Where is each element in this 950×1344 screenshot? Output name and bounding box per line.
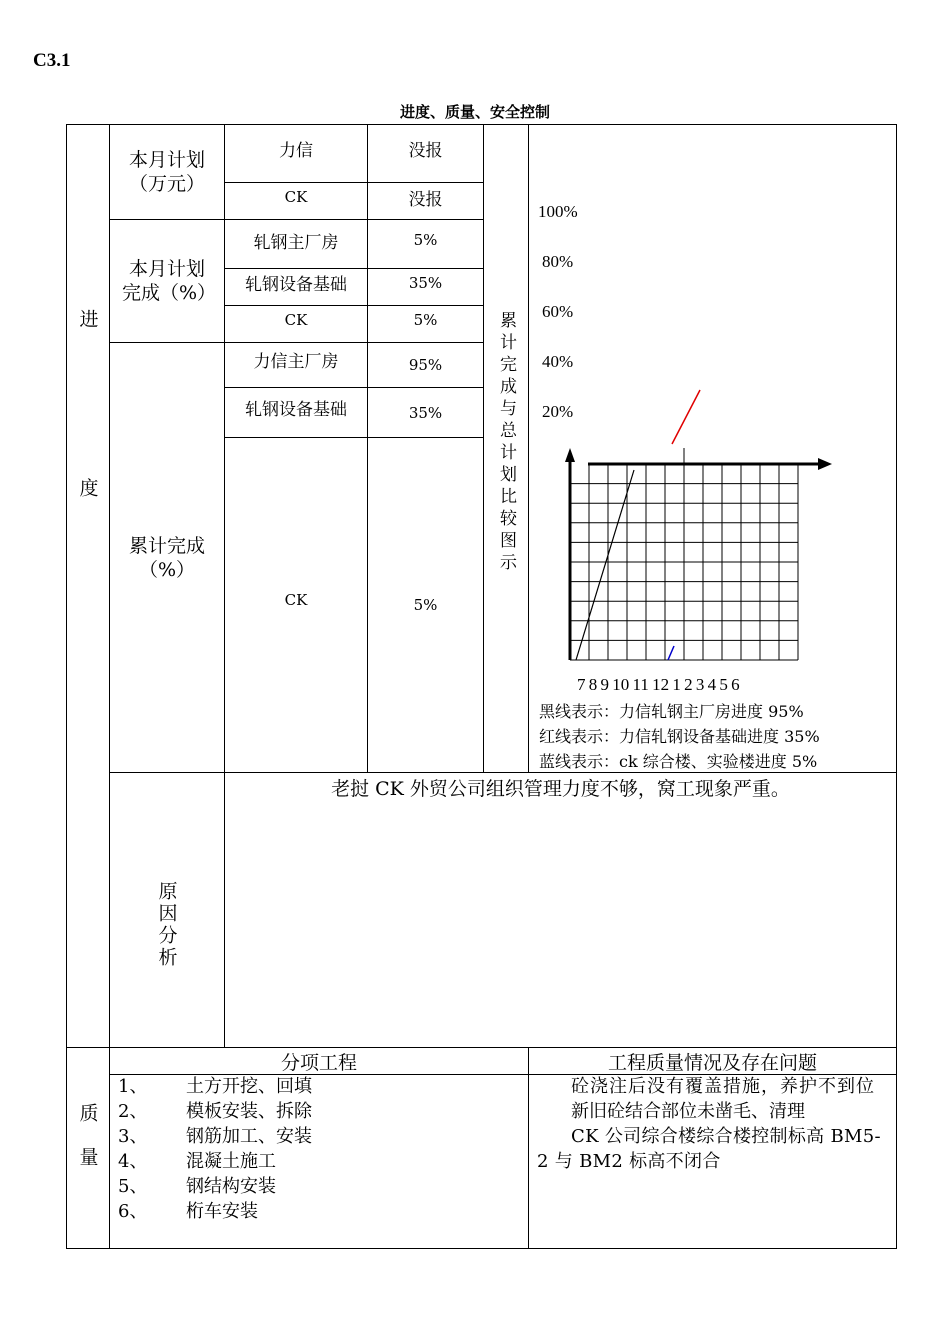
quality-issue: 新旧砼结合部位未凿毛、清理 xyxy=(571,1101,805,1122)
document-number: C3.1 xyxy=(33,50,71,71)
cumulative-value-main-plant: 95% xyxy=(408,356,443,374)
blue-progress-line xyxy=(668,646,674,660)
x-axis-labels: 7 8 9 10 11 12 1 2 3 4 5 6 xyxy=(577,675,740,694)
monthly-completion-label: 本月计划完成（%） xyxy=(122,258,217,304)
legend-black-line: 黑线表示：力信轧钢主厂房进度 95% xyxy=(539,702,804,721)
y-axis-arrow xyxy=(565,448,575,462)
cumulative-unit-ck: CK xyxy=(284,591,308,609)
quality-item: 6、 桁车安装 xyxy=(118,1201,258,1222)
quality-section-label: 质量 xyxy=(76,1103,99,1191)
x-axis-arrow xyxy=(818,458,832,470)
quality-issues-header: 工程质量情况及存在问题 xyxy=(607,1051,817,1074)
quality-item: 1、 土方开挖、回填 xyxy=(118,1076,312,1097)
quality-issue-list xyxy=(537,1074,889,1174)
quality-item-list xyxy=(118,1074,312,1224)
completion-unit-main-plant: 轧钢主厂房 xyxy=(253,232,339,253)
cause-analysis-text: 老挝 CK 外贸公司组织管理力度不够，窝工现象严重。 xyxy=(331,778,790,800)
progress-grid-chart xyxy=(528,380,896,670)
quality-item: 3、 钢筋加工、安装 xyxy=(118,1126,312,1147)
legend-blue-line: 蓝线表示：ck 综合楼、实验楼进度 5% xyxy=(539,752,818,771)
cumulative-value-ck: 5% xyxy=(413,596,438,614)
completion-unit-ck: CK xyxy=(284,311,308,329)
y-label-40: 40% xyxy=(542,352,574,371)
cumulative-unit-equipment-base: 轧钢设备基础 xyxy=(245,399,347,420)
black-progress-line xyxy=(576,470,634,660)
y-label-20: 20% xyxy=(542,402,574,421)
quality-issue: CK 公司综合楼综合楼控制标高 BM5-2 与 BM2 标高不闭合 xyxy=(537,1126,881,1172)
red-progress-line xyxy=(672,390,700,444)
quality-item: 2、 模板安装、拆除 xyxy=(118,1101,312,1122)
cumulative-value-equipment-base: 35% xyxy=(408,404,443,422)
y-label-100: 100% xyxy=(538,202,578,221)
chart-vertical-label: 累计完成与总计划比较图示 xyxy=(496,311,516,575)
chart-grid xyxy=(570,448,798,660)
plan-unit-ck: CK xyxy=(284,188,308,206)
completion-value-equipment-base: 35% xyxy=(408,274,443,292)
cumulative-unit-main-plant: 力信主厂房 xyxy=(253,351,339,372)
quality-item: 4、 混凝土施工 xyxy=(118,1151,276,1172)
y-label-60: 60% xyxy=(542,302,574,321)
quality-items-header: 分项工程 xyxy=(280,1051,357,1074)
quality-item: 5、 钢结构安装 xyxy=(118,1176,276,1197)
y-label-80: 80% xyxy=(542,252,574,271)
cause-analysis-label: 原因分析 xyxy=(155,881,178,969)
document-title: 进度、质量、安全控制 xyxy=(399,103,550,121)
plan-value-lixin: 没报 xyxy=(408,140,443,161)
completion-value-ck: 5% xyxy=(413,311,438,329)
completion-value-main-plant: 5% xyxy=(413,231,438,249)
plan-value-ck: 没报 xyxy=(408,189,443,210)
progress-section-label: 进度 xyxy=(76,309,99,647)
monthly-plan-label: 本月计划（万元） xyxy=(128,149,205,195)
cumulative-label: 累计完成（%） xyxy=(128,534,205,581)
quality-issue: 砼浇注后没有覆盖措施，养护不到位 xyxy=(571,1076,875,1097)
plan-unit-lixin: 力信 xyxy=(279,140,313,161)
completion-unit-equipment-base: 轧钢设备基础 xyxy=(245,274,347,295)
legend-red-line: 红线表示：力信轧钢设备基础进度 35% xyxy=(539,727,820,746)
